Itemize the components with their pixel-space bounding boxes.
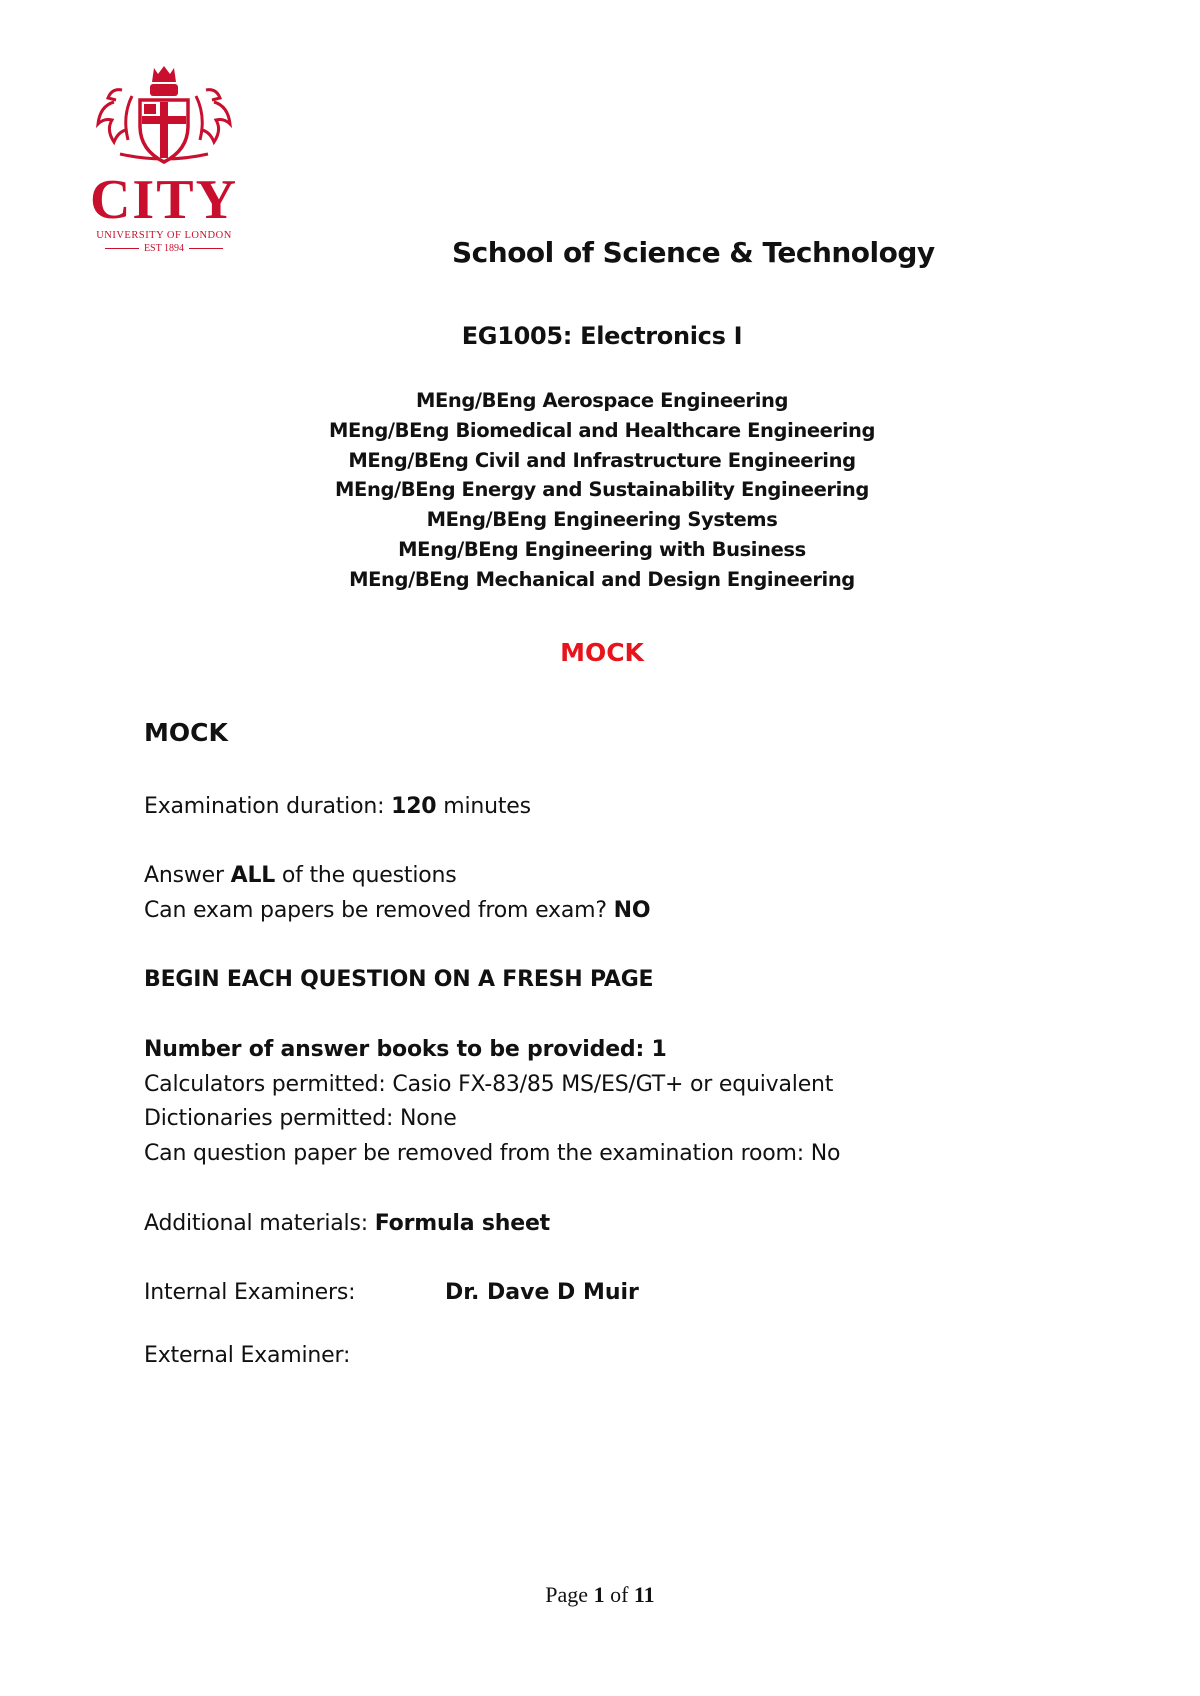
duration-label: Examination duration: <box>144 794 392 819</box>
programme-item: MEng/BEng Engineering Systems <box>426 508 778 532</box>
internal-examiners-label: Internal Examiners: <box>144 1280 356 1305</box>
programme-item: MEng/BEng Engineering with Business <box>398 537 806 561</box>
begin-each-question <box>144 967 653 992</box>
mock-heading-red: MOCK <box>560 638 644 667</box>
page-total: 11 <box>633 1582 655 1607</box>
exam-papers-removal <box>144 898 650 923</box>
additional-label: Additional materials: <box>144 1211 375 1236</box>
programme-item: MEng/BEng Mechanical and Design Engineering <box>349 567 855 591</box>
calculators-permitted: Calculators permitted: Casio FX-83/85 MS/ES/GT+ or equivalent <box>144 1072 834 1097</box>
duration-unit: minutes <box>436 794 531 819</box>
logo-established <box>84 243 244 254</box>
begin-each-text: BEGIN EACH QUESTION ON A FRESH PAGE <box>144 967 654 992</box>
programme-item: MEng/BEng Aerospace Engineering <box>415 389 789 412</box>
mock-heading: MOCK <box>144 718 228 747</box>
page-prefix: Page <box>545 1582 594 1607</box>
answer-books-text: Number of answer books to be provided: 1 <box>144 1037 667 1062</box>
logo-wordmark: CITY <box>89 169 239 231</box>
answer-books <box>144 1037 667 1062</box>
dictionaries-permitted: Dictionaries permitted: None <box>144 1106 457 1131</box>
duration-value: 120 <box>391 794 437 819</box>
external-examiner-label: External Examiner: <box>144 1343 351 1368</box>
answer-all <box>144 863 457 888</box>
programme-item: MEng/BEng Civil and Infrastructure Engineering <box>348 448 856 472</box>
programme-list <box>0 386 1200 595</box>
logo-established-text: EST 1894 <box>143 243 185 254</box>
logo-subtitle: UNIVERSITY OF LONDON <box>96 230 232 241</box>
exam-duration <box>144 794 531 819</box>
removal-question: Can exam papers be removed from exam? <box>144 898 614 923</box>
question-paper-removal: Can question paper be removed from the examination room: No <box>144 1141 841 1166</box>
page-number: 1 <box>593 1582 605 1607</box>
page-of: of <box>604 1582 634 1607</box>
internal-examiners-value: Dr. Dave D Muir <box>445 1280 639 1305</box>
additional-materials <box>144 1211 550 1236</box>
page-footer <box>0 1582 1200 1608</box>
crest-icon <box>84 62 244 172</box>
programme-item: MEng/BEng Energy and Sustainability Engineering <box>335 478 869 502</box>
answer-prefix: Answer <box>144 863 231 888</box>
school-title: School of Science & Technology <box>452 236 935 269</box>
programme-item: MEng/BEng Biomedical and Healthcare Engineering <box>328 418 876 442</box>
university-logo <box>84 62 244 262</box>
answer-suffix: of the questions <box>275 863 457 888</box>
answer-bold: ALL <box>230 863 276 888</box>
removal-answer: NO <box>613 898 651 923</box>
module-title: EG1005: Electronics I <box>461 322 743 350</box>
additional-value: Formula sheet <box>374 1211 550 1236</box>
